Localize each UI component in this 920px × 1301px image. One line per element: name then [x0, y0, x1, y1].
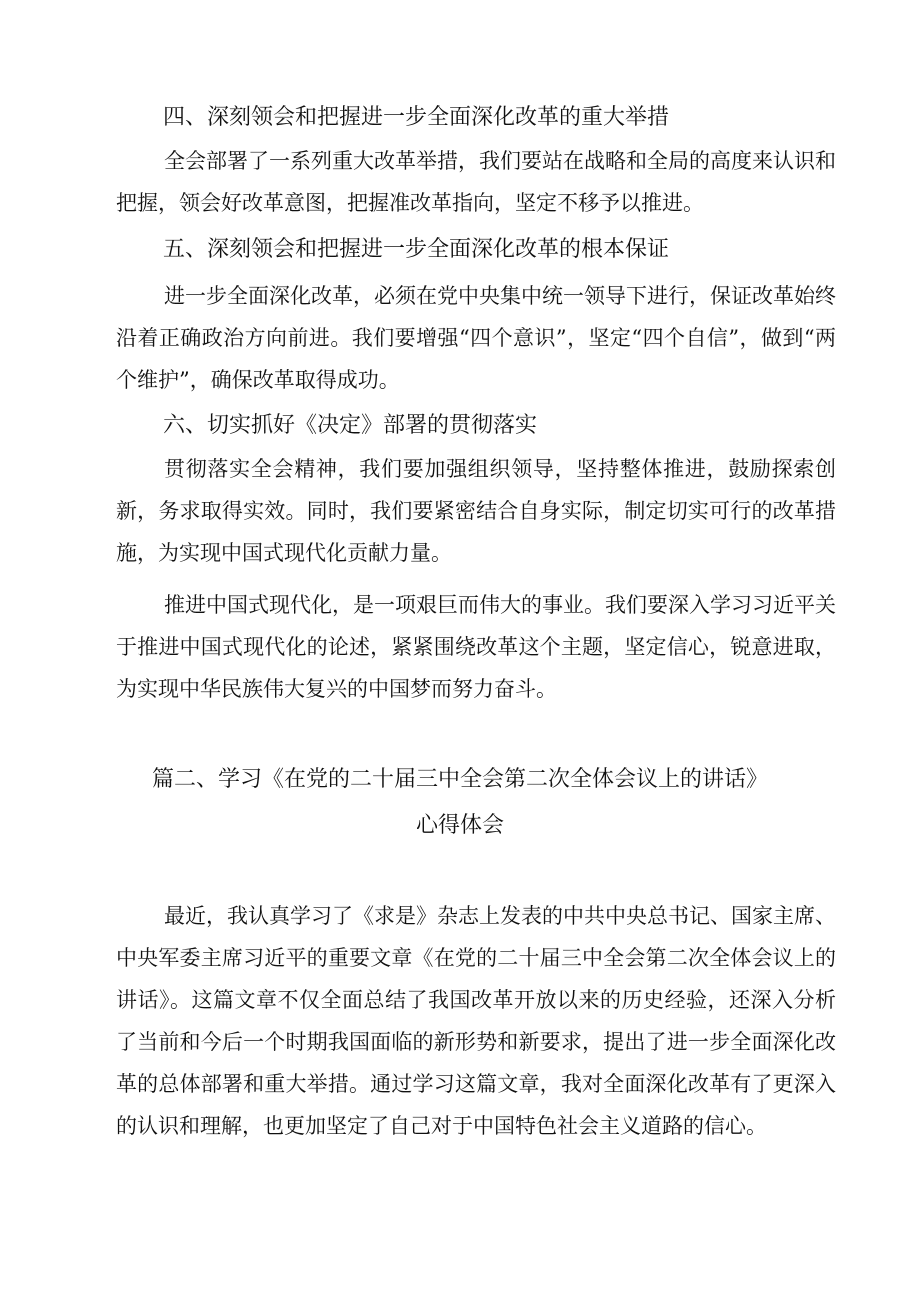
closing-paragraph: 推进中国式现代化，是一项艰巨而伟大的事业。我们要深入学习习近平关于推进中国式现代化的论述，紧紧围绕改革这个主题，坚定信心，锐意进取，为实现中华民族伟大复兴的中国梦而努力奋斗。	[116, 593, 836, 701]
section-heading-6: 六、切实抓好《决定》部署的贯彻落实	[163, 413, 538, 438]
section-body-6: 贯彻落实全会精神，我们要加强组织领导，坚持整体推进，鼓励探索创新，务求取得实效。同时，我们要紧密结合自身实际，制定切实可行的改革措施，为实现中国式现代化贡献力量。	[116, 457, 836, 565]
section-body-5: 进一步全面深化改革，必须在党中央集中统一领导下进行，保证改革始终沿着正确政治方向前进。我们要增强“四个意识”，坚定“四个自信”，做到“两个维护”，确保改革取得成功。	[116, 284, 836, 392]
section-heading-4: 四、深刻领会和把握进一步全面深化改革的重大举措	[163, 105, 670, 130]
article-intro-paragraph: 最近，我认真学习了《求是》杂志上发表的中共中央总书记、国家主席、中央军委主席习近平的重要文章《在党的二十届三中全会第二次全体会议上的讲话》。这篇文章不仅全面总结了我国改革开放以来的历史经验，还深入分析了当前和今后一个时期我国面临的新形势和新要求，提出了进一步全面深化改革的总体部署和重大举措。通过学习这篇文章，我对全面深化改革有了更深入的认识和理解，也更加坚定了自己对于中国特色社会主义道路的信心。	[116, 904, 836, 1138]
article-title-line2: 心得体会	[415, 813, 504, 838]
section-heading-5: 五、深刻领会和把握进一步全面深化改革的根本保证	[163, 237, 670, 262]
article-title-line1: 篇二、学习《在党的二十届三中全会第二次全体会议上的讲话》	[151, 767, 768, 792]
section-body-4: 全会部署了一系列重大改革举措，我们要站在战略和全局的高度来认识和把握，领会好改革意图，把握准改革指向，坚定不移予以推进。	[116, 149, 836, 215]
